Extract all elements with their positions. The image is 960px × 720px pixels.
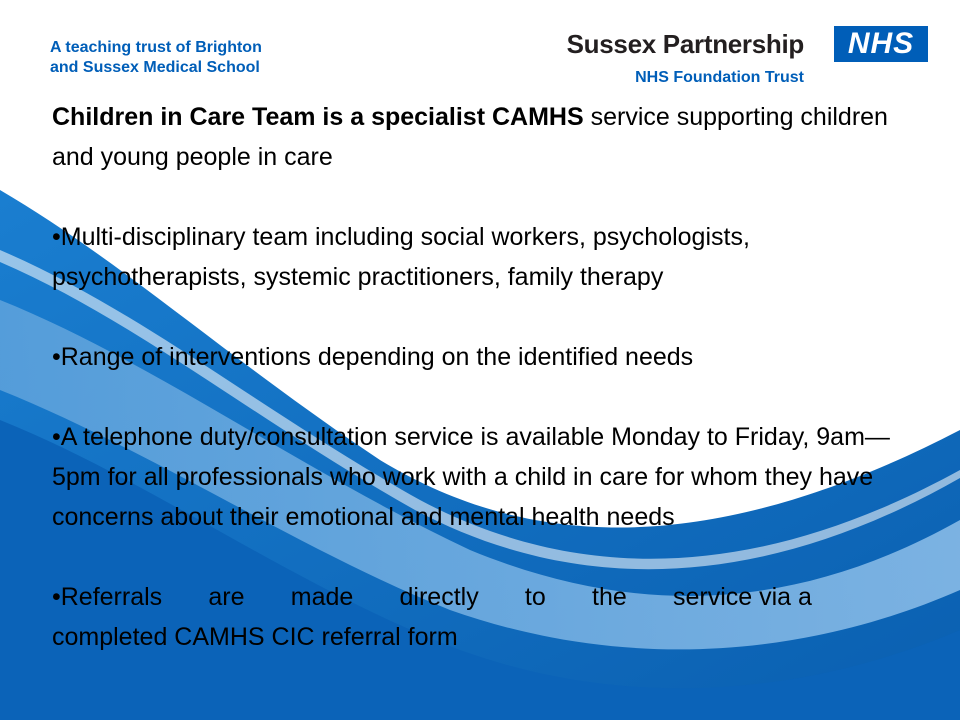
bullet-team: •Multi-disciplinary team including social workers, psychologists, psychotherapists, systemic practitioners, family therapy (52, 223, 750, 291)
tagline-line-2: and Sussex Medical School (50, 59, 260, 76)
referrals-line-1 (52, 577, 812, 617)
sussex-partnership-logo (568, 26, 928, 96)
spacer (52, 297, 932, 337)
bullet-referrals (52, 577, 932, 657)
spacer (52, 537, 932, 577)
spacer (52, 177, 932, 217)
referrals-word: are (208, 583, 245, 611)
spacer (52, 377, 932, 417)
referrals-word: •Referrals (52, 583, 163, 611)
tagline-line-1: A teaching trust of Brighton (50, 39, 262, 56)
intro-rest-text: service supporting children and young people in care (52, 103, 888, 171)
slide-body (52, 97, 932, 657)
bullet-interventions: •Range of interventions depending on the identified needs (52, 343, 694, 371)
referrals-word: to (524, 583, 546, 611)
referrals-line-2: completed CAMHS CIC referral form (52, 623, 458, 651)
referrals-word: the (592, 583, 627, 611)
bullet-telephone-service: •A telephone duty/consultation service is available Monday to Friday, 9am—5pm for all professionals who work with a child in care for whom they have concerns about their emotional and mental health needs (52, 423, 890, 531)
nhs-logo-text: NHS (847, 27, 915, 60)
org-subtitle: NHS Foundation Trust (635, 69, 804, 86)
referrals-word: directly (399, 583, 479, 611)
intro-bold-text: Children in Care Team is a specialist CAMHS (52, 103, 584, 131)
referrals-word: service via a (672, 583, 812, 611)
intro-paragraph (52, 97, 932, 177)
referrals-word: made (290, 583, 354, 611)
org-name: Sussex Partnership (566, 29, 804, 59)
teaching-trust-tagline (50, 38, 262, 78)
nhs-logo (834, 26, 928, 62)
